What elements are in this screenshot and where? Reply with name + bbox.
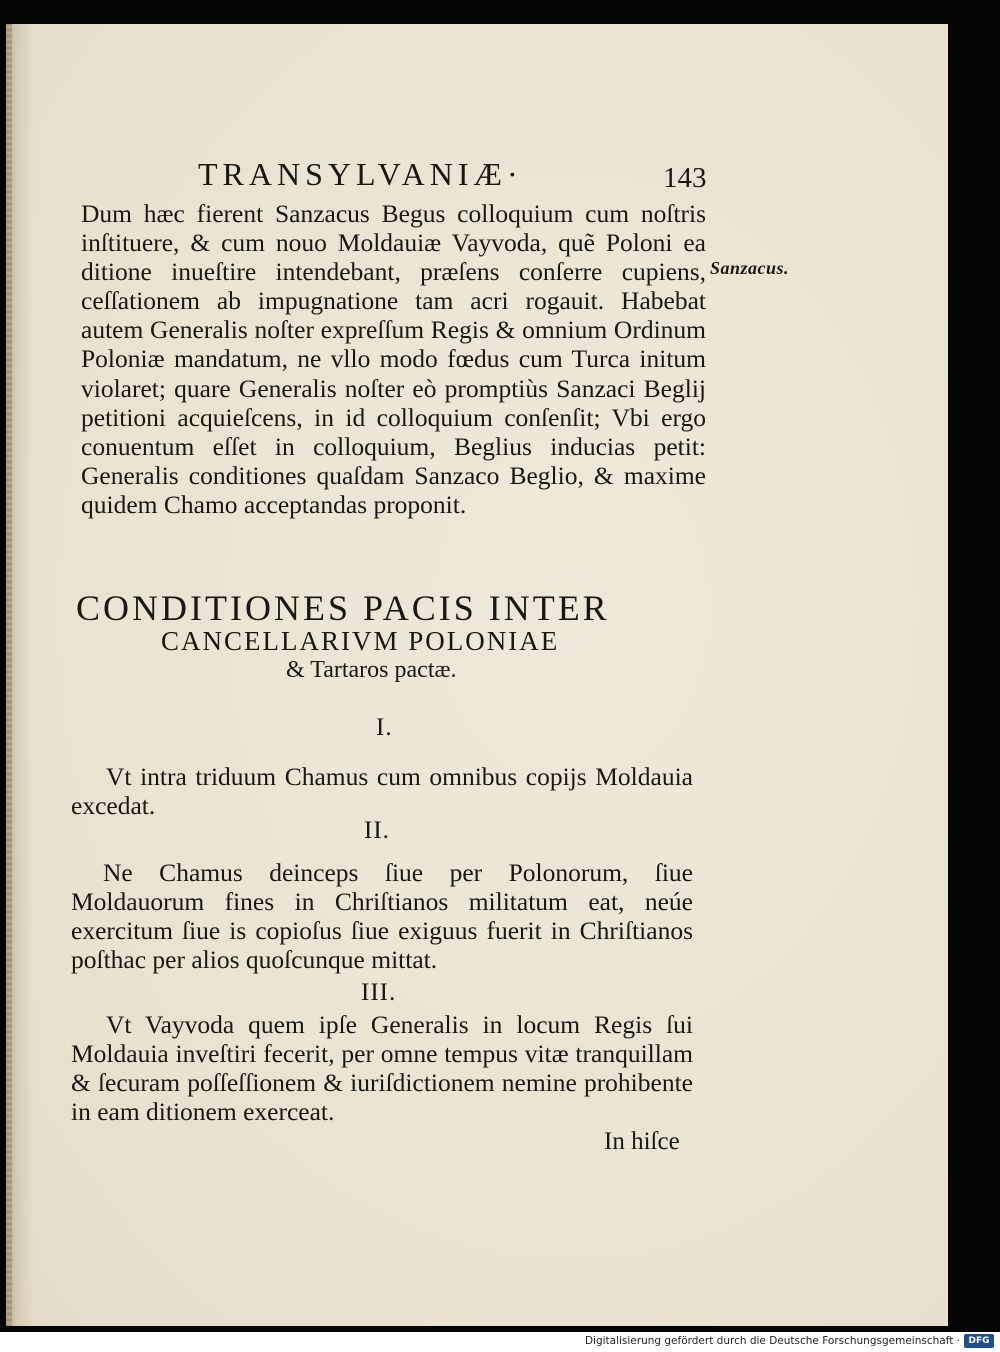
marginal-note: Sanzacus. [710,258,790,278]
condition-numeral-1: I. [376,714,393,741]
condition-text-3: Vt Vayvoda quem ipſe Generalis in locum Regis ſui Moldauia inveſtiri fecerit, per omne tempus vitæ tranquillam & ſecuram poſſeſſionem & iuriſdictionem nemine prohibente in eam ditionem exerceat. [71,1010,693,1127]
section-heading-line1: CONDITIONES PACIS INTER [76,588,610,628]
condition-text-2: Ne Chamus deinceps ſiue per Polonorum, ſiue Moldauorum fines in Chriſtianos militatum eat, neúe exercitum ſiue is copioſus ſiue exiguus fuerit in Chriſtianos poſthac per alios quoſcunque mittat. [71,858,693,975]
running-head: TRANSYLVANIÆ· [198,156,523,192]
book-page [6,24,948,1326]
condition-text-1: Vt intra triduum Chamus cum omnibus copijs Moldauia excedat. [71,762,693,821]
page-edge [6,24,12,1326]
page-number: 143 [663,162,707,194]
condition-numeral-3: III. [361,979,397,1006]
body-paragraph: Dum hæc fierent Sanzacus Begus colloquium cum noſtris inſtituere, & cum nouo Moldauiæ Vayvoda, quẽ Poloni ea ditione inueſtire intendebant, præſens conſerre cupiens, ceſſationem ab impugnatione tam acri rogauit. Habebat autem Generalis noſter expreſſum Regis & omnium Ordinum Poloniæ mandatum, ne vllo modo fœdus cum Turca initum violaret; quare Generalis noſter eò promptiùs Sanzaci Beglij petitioni acquieſcens, in id colloquium conſenſit; Vbi ergo conuentum eſſet in colloquium, Beglius inducias petit: Generalis conditiones quaſdam Sanzaco Beglio, & maxime quidem Chamo acceptandas proponit. [81,199,706,519]
condition-numeral-2: II. [364,817,390,844]
condition-3 [71,1010,693,1126]
body-paragraph-block [81,199,706,519]
catchword: In hiſce [604,1128,680,1155]
section-heading-line2: CANCELLARIVM POLONIAE [161,626,560,656]
dfg-logo: DFG [964,1334,994,1348]
section-heading-line3: & Tartaros pactæ. [286,657,457,683]
footer-bar [0,1332,1000,1352]
funding-notice: Digitalisierung gefördert durch die Deutsche Forschungsgemeinschaft · [584,1335,960,1347]
condition-2 [71,858,693,974]
condition-1 [71,762,693,820]
